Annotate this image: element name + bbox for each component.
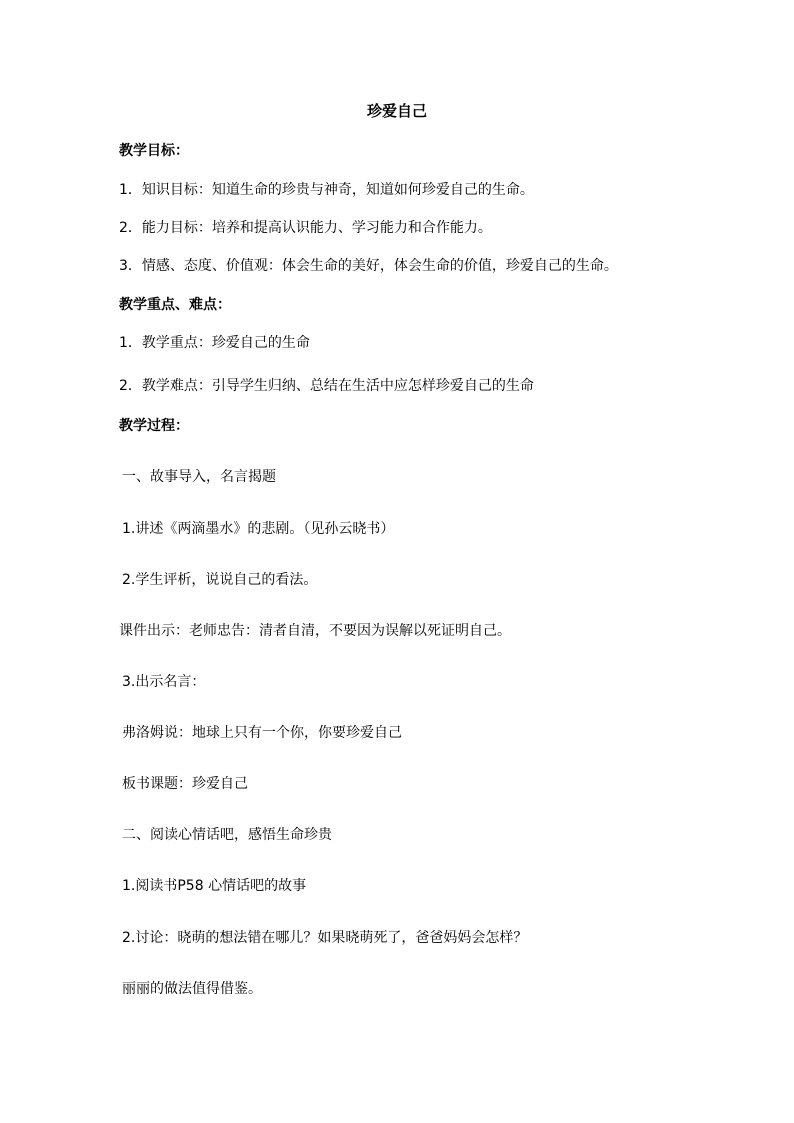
keypoint-focus: 1．教学重点：珍爱自己的生命 [119, 335, 310, 351]
process-board-title: 板书课题：珍爱自己 [122, 776, 248, 792]
process-step: 2.讨论：晓萌的想法错在哪儿？如果晓萌死了，爸爸妈妈会怎样？ [122, 930, 528, 946]
process-section-1: 一、故事导入，名言揭题 [122, 469, 276, 485]
keypoints-heading: 教学重点、难点： [119, 297, 231, 313]
keypoint-difficulty: 2．教学难点：引导学生归纳、总结在生活中应怎样珍爱自己的生命 [119, 378, 534, 394]
process-courseware-note: 课件出示：老师忠告：清者自清，不要因为误解以死证明自己。 [119, 623, 511, 639]
process-step: 3.出示名言： [122, 674, 206, 690]
document-title: 珍爱自己 [366, 102, 427, 120]
objective-knowledge: 1．知识目标：知道生命的珍贵与神奇，知道如何珍爱自己的生命。 [119, 182, 534, 198]
process-section-2: 二、阅读心情话吧，感悟生命珍贵 [122, 827, 332, 843]
process-heading: 教学过程： [119, 418, 189, 434]
process-step: 1.讲述《两滴墨水》的悲剧。（见孙云晓书） [122, 521, 395, 537]
process-step: 丽丽的做法值得借鉴。 [122, 981, 262, 997]
objective-ability: 2．能力目标：培养和提高认识能力、学习能力和合作能力。 [119, 220, 492, 236]
process-quote: 弗洛姆说：地球上只有一个你，你要珍爱自己 [122, 725, 402, 741]
process-step: 2.学生评析，说说自己的看法。 [122, 572, 318, 588]
process-step: 1.阅读书P58 心情话吧的故事 [122, 878, 307, 894]
objectives-heading: 教学目标： [119, 143, 189, 159]
objective-emotion: 3．情感、态度、价值观：体会生命的美好，体会生命的价值，珍爱自己的生命。 [119, 258, 618, 274]
